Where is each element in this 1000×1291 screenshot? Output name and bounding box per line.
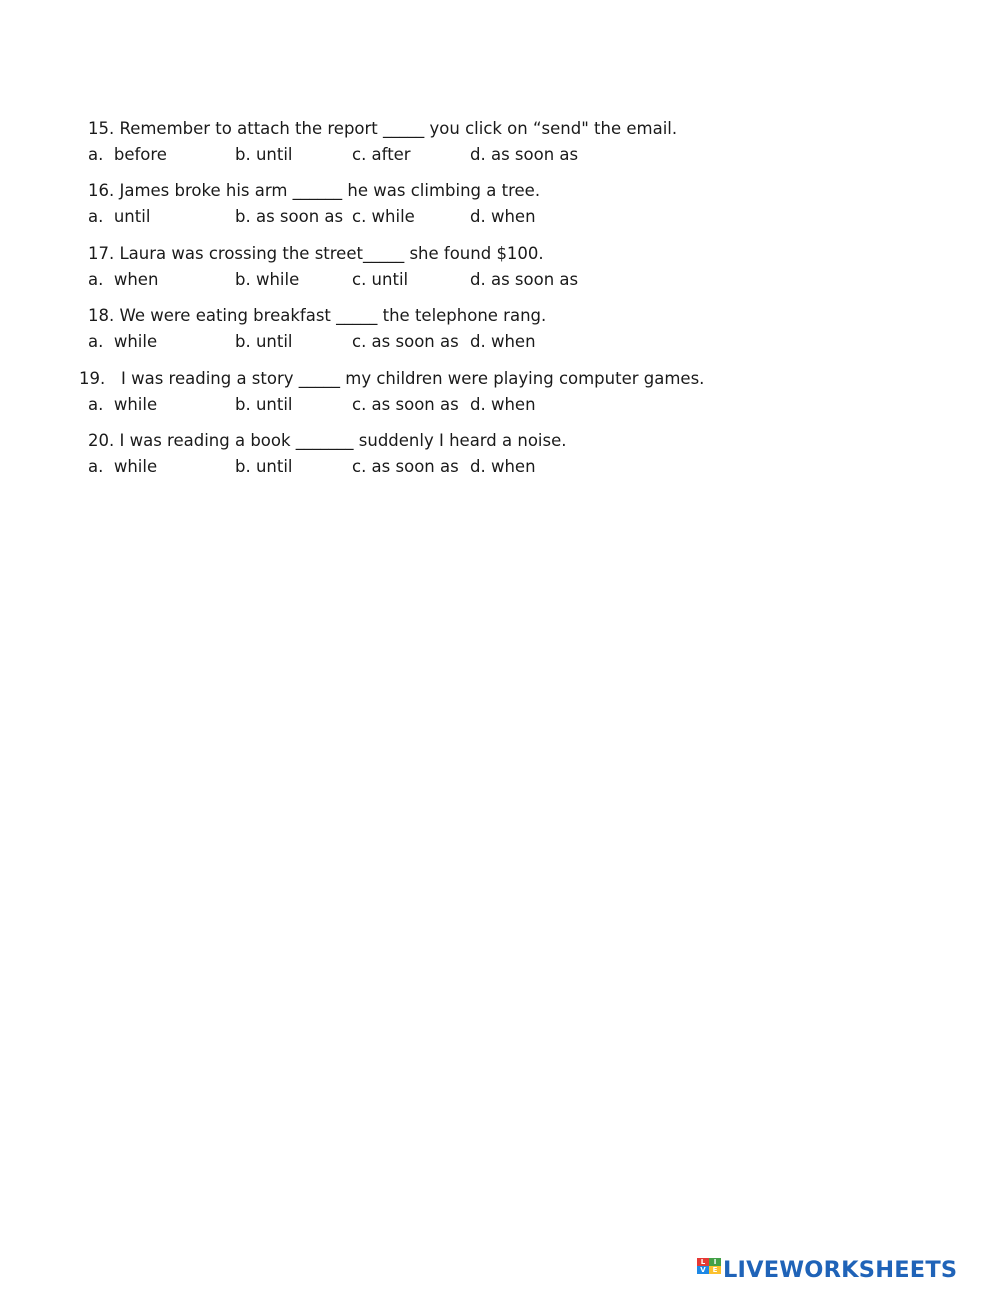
answer-options bbox=[88, 268, 608, 292]
option-b[interactable]: b. until bbox=[235, 145, 293, 164]
option-a[interactable]: a. while bbox=[88, 456, 158, 476]
option-d[interactable]: d. as soon as bbox=[470, 145, 579, 164]
option-d[interactable]: d. when bbox=[470, 332, 536, 352]
answer-options bbox=[88, 143, 608, 167]
option-b[interactable]: b. as soon as bbox=[235, 207, 344, 227]
option-d[interactable]: d. as soon as bbox=[470, 269, 579, 289]
option-d[interactable]: d. when bbox=[470, 207, 536, 227]
option-b[interactable]: b. until bbox=[235, 332, 293, 352]
option-a[interactable]: a. while bbox=[88, 332, 158, 352]
question-stem: 18. We were eating breakfast _____ the telephone rang. bbox=[88, 306, 547, 326]
option-b[interactable]: b. until bbox=[235, 394, 293, 414]
question-list bbox=[79, 117, 788, 491]
question-stem: 16. James broke his arm ______ he was climbing a tree. bbox=[88, 181, 541, 201]
brand-wordmark: LIVEWORKSHEETS bbox=[723, 1257, 958, 1283]
option-c[interactable]: c. as soon as bbox=[352, 456, 459, 476]
liveworksheets-brand bbox=[697, 1257, 957, 1283]
answer-options bbox=[88, 455, 608, 479]
question-stem: 20. I was reading a book _______ suddenly I heard a noise. bbox=[88, 430, 567, 450]
option-a[interactable]: a. until bbox=[88, 207, 151, 227]
option-c[interactable]: c. while bbox=[352, 207, 415, 227]
logo-letter-e: E bbox=[709, 1266, 721, 1274]
question-19 bbox=[79, 367, 788, 429]
logo-letter-v: V bbox=[697, 1266, 709, 1274]
option-a[interactable]: a. while bbox=[88, 394, 158, 414]
option-c[interactable]: c. until bbox=[352, 269, 409, 289]
question-16 bbox=[88, 179, 788, 241]
question-stem: 17. Laura was crossing the street_____ she found $100. bbox=[88, 243, 544, 263]
logo-letter-l: L bbox=[697, 1258, 709, 1266]
liveworksheets-logo-icon bbox=[697, 1258, 721, 1282]
answer-options bbox=[88, 393, 608, 417]
question-stem: 15. Remember to attach the report _____ you click on “send" the email. bbox=[88, 119, 678, 138]
option-b[interactable]: b. until bbox=[235, 456, 293, 476]
logo-letter-i: I bbox=[709, 1258, 721, 1266]
option-d[interactable]: d. when bbox=[470, 456, 536, 476]
question-20 bbox=[88, 429, 788, 491]
question-18 bbox=[88, 304, 788, 366]
option-c[interactable]: c. after bbox=[352, 145, 411, 164]
question-17 bbox=[88, 242, 788, 304]
answer-options bbox=[88, 330, 608, 354]
option-c[interactable]: c. as soon as bbox=[352, 394, 459, 414]
question-15 bbox=[88, 117, 788, 179]
answer-options bbox=[88, 205, 608, 229]
question-stem: 19. I was reading a story _____ my children were playing computer games. bbox=[79, 368, 705, 388]
option-d[interactable]: d. when bbox=[470, 394, 536, 414]
option-a[interactable]: a. when bbox=[88, 269, 159, 289]
option-b[interactable]: b. while bbox=[235, 269, 300, 289]
option-a[interactable]: a. before bbox=[88, 145, 167, 164]
option-c[interactable]: c. as soon as bbox=[352, 332, 459, 352]
